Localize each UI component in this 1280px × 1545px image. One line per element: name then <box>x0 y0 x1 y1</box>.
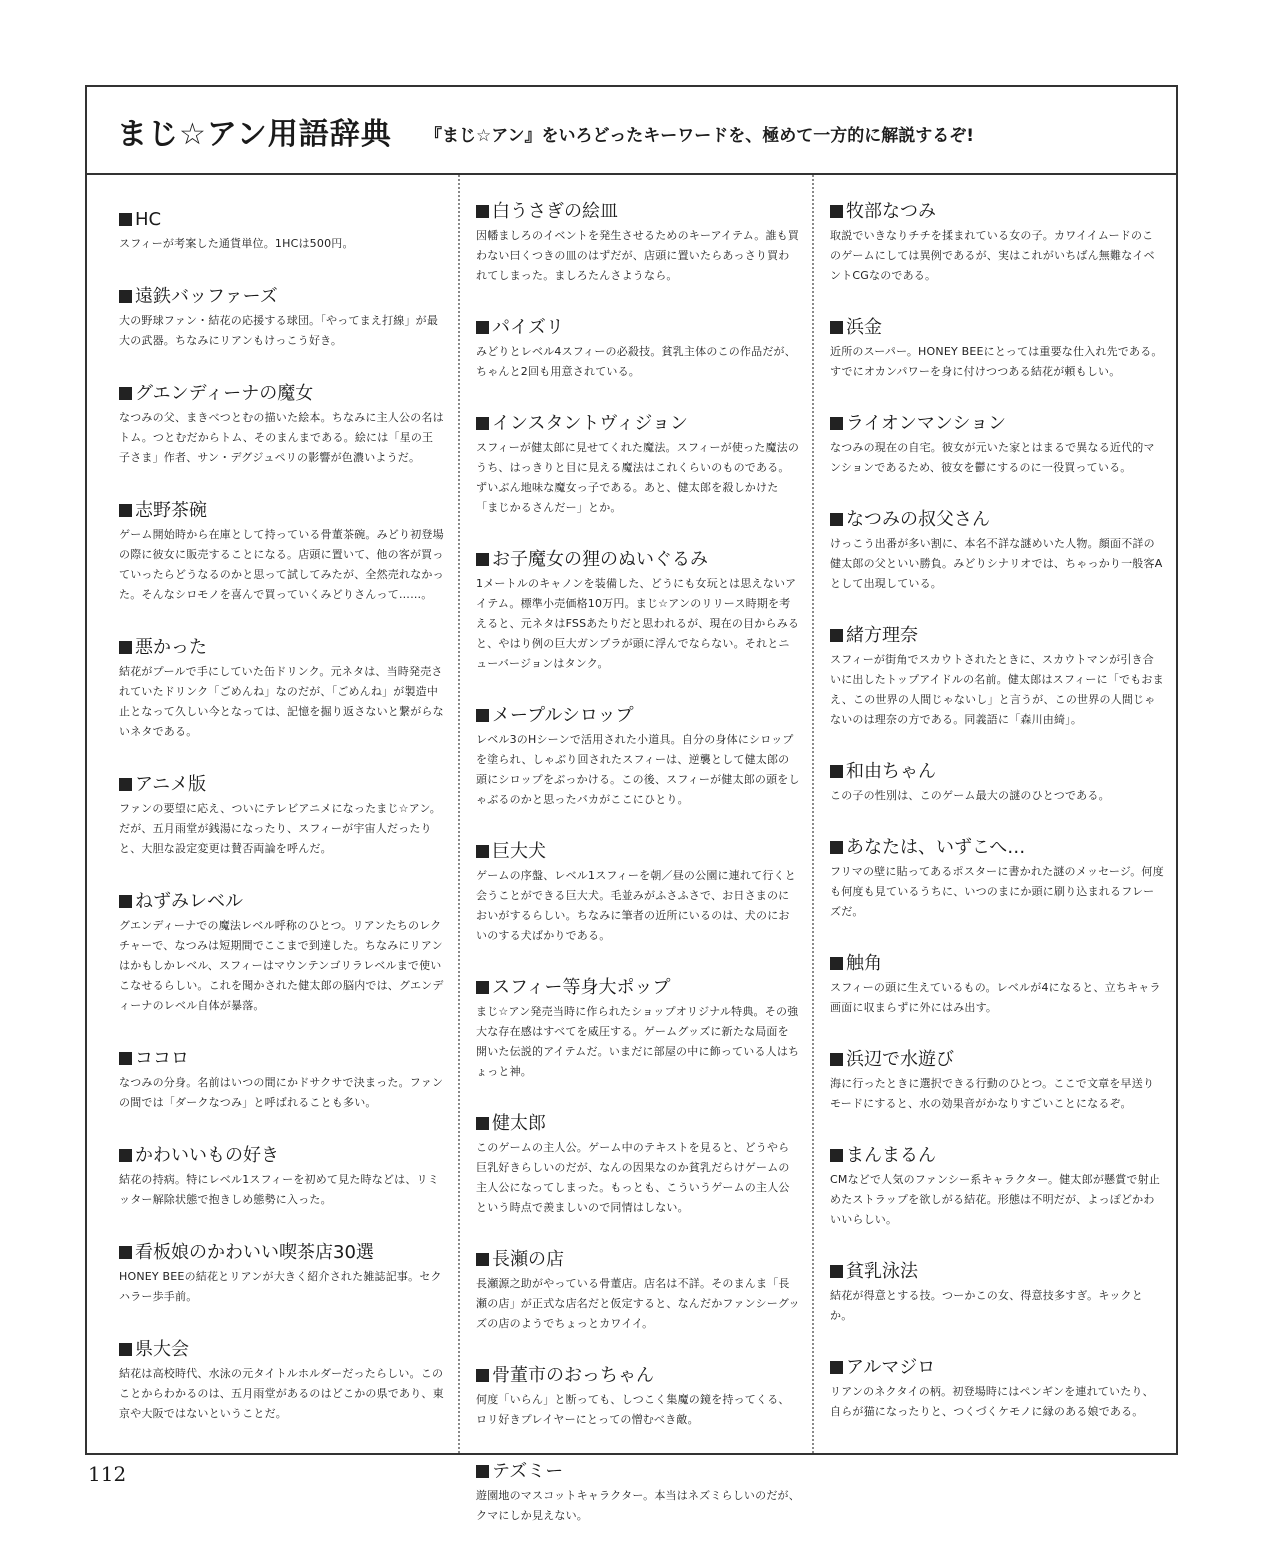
glossary-description: 結花は高校時代、水泳の元タイトルホルダーだったらしい。このことからわかるのは、五月雨堂があるのはどこかの県であり、東京や大阪ではないということだ。 <box>119 1367 444 1420</box>
square-bullet-icon <box>830 417 843 430</box>
glossary-term <box>830 953 1164 975</box>
glossary-term <box>476 317 800 339</box>
square-bullet-icon <box>476 1369 489 1382</box>
glossary-entry <box>830 1049 1164 1114</box>
glossary-entry <box>476 549 800 674</box>
glossary-description: この子の性別は、このゲーム最大の謎のひとつである。 <box>830 789 1110 802</box>
square-bullet-icon <box>476 1253 489 1266</box>
glossary-term-text: 悪かった <box>135 637 207 658</box>
glossary-description: スフィーが考案した通貨単位。1HCは500円。 <box>119 237 354 250</box>
square-bullet-icon <box>119 290 132 303</box>
glossary-term-text: 白うさぎの絵皿 <box>492 201 618 222</box>
glossary-entry <box>119 637 444 742</box>
square-bullet-icon <box>830 841 843 854</box>
glossary-term-text: ライオンマンション <box>846 413 1007 434</box>
glossary-term <box>830 509 1164 531</box>
square-bullet-icon <box>476 1465 489 1478</box>
glossary-term-text: インスタントヴィジョン <box>492 413 689 434</box>
glossary-description: 海に行ったときに選択できる行動のひとつ。ここで文章を早送りモードにすると、水の効果音がかなりすごいことになるぞ。 <box>830 1077 1155 1110</box>
glossary-term-text: アニメ版 <box>135 774 207 795</box>
glossary-entry <box>830 413 1164 478</box>
square-bullet-icon <box>119 1343 132 1356</box>
glossary-entry <box>119 209 444 254</box>
glossary-term <box>476 1461 800 1483</box>
glossary-entry <box>119 891 444 1016</box>
glossary-term <box>830 1145 1164 1167</box>
glossary-description: 何度「いらん」と断っても、しつこく集魔の鏡を持ってくる、ロリ好きプレイヤーにとっての憎むべき敵。 <box>476 1393 790 1426</box>
glossary-term <box>119 774 444 796</box>
glossary-entry <box>119 774 444 859</box>
glossary-term-text: 緒方理奈 <box>846 625 918 646</box>
glossary-entry <box>830 201 1164 286</box>
square-bullet-icon <box>119 504 132 517</box>
square-bullet-icon <box>830 765 843 778</box>
glossary-entry <box>830 1145 1164 1230</box>
glossary-term <box>476 1113 800 1135</box>
glossary-term <box>830 201 1164 223</box>
glossary-description: 1メートルのキャノンを装備した、どうにも女玩とは思えないアイテム。標準小売価格10万円。まじ☆アンのリリース時期を考えると、元ネタはFSSあたりだと思われるが、現在の目からみると、やはり例の巨大ガンプラが頭に浮んでならない。それとニューバージョンはタンク。 <box>476 577 800 670</box>
glossary-term <box>119 286 444 308</box>
glossary-description: 結花の持病。特にレベル1スフィーを初めて見た時などは、リミッター解除状態で抱きしめ態勢に入った。 <box>119 1173 439 1206</box>
glossary-term-text: 長瀬の店 <box>492 1249 564 1270</box>
glossary-term-text: 貧乳泳法 <box>846 1261 918 1282</box>
glossary-entry <box>476 705 800 810</box>
glossary-term <box>119 1242 444 1264</box>
square-bullet-icon <box>830 629 843 642</box>
glossary-term-text: 県大会 <box>135 1339 189 1360</box>
square-bullet-icon <box>119 1052 132 1065</box>
glossary-entry <box>830 953 1164 1018</box>
square-bullet-icon <box>119 213 132 226</box>
glossary-entry <box>830 761 1164 806</box>
page-title: まじ☆アン用語辞典 <box>117 117 392 152</box>
glossary-description: レベル3のHシーンで活用された小道具。自分の身体にシロップを塗られ、しゃぶり回されたスフィーは、逆襲として健太郎の頭にシロップをぶっかける。この後、スフィーが健太郎の頭をしゃぶるのかと思ったバカがここにひとり。 <box>476 733 800 806</box>
glossary-column-3 <box>812 175 1176 1453</box>
glossary-description: ゲーム開始時から在庫として持っている骨董茶碗。みどり初登場の際に彼女に販売することになる。店頭に置いて、他の客が買っていったらどうなるのかと思って試してみたが、全然売れなかった。そんなシロモノを喜んで買っていくみどりさんって……。 <box>119 528 444 601</box>
glossary-description: ゲームの序盤、レベル1スフィーを朝／昼の公園に連れて行くと会うことができる巨大犬。毛並みがふさふさで、お日さまのにおいがするらしい。ちなみに筆者の近所にいるのは、犬のにおいのする犬ばかりである。 <box>476 869 796 942</box>
glossary-term-text: 健太郎 <box>492 1113 546 1134</box>
glossary-term <box>830 317 1164 339</box>
glossary-entry <box>830 1357 1164 1422</box>
glossary-entry <box>119 1339 444 1424</box>
glossary-term <box>119 637 444 659</box>
square-bullet-icon <box>830 321 843 334</box>
glossary-term-text: 志野茶碗 <box>135 500 207 521</box>
glossary-entry <box>476 317 800 382</box>
glossary-term <box>476 977 800 999</box>
glossary-term-text: 触角 <box>846 953 882 974</box>
square-bullet-icon <box>476 709 489 722</box>
glossary-entry <box>476 1113 800 1218</box>
square-bullet-icon <box>476 981 489 994</box>
glossary-header <box>87 87 1176 175</box>
glossary-term <box>119 891 444 913</box>
square-bullet-icon <box>119 1149 132 1162</box>
glossary-column-1 <box>87 175 458 1453</box>
glossary-entry <box>476 1249 800 1334</box>
page-number: 112 <box>88 1462 127 1486</box>
glossary-description: フリマの壁に貼ってあるポスターに書かれた謎のメッセージ。何度も何度も見ているうちに、いつのまにか頭に刷り込まれるフレーズだ。 <box>830 865 1164 918</box>
square-bullet-icon <box>830 513 843 526</box>
glossary-entry <box>476 1461 800 1526</box>
glossary-term-text: スフィー等身大ポップ <box>492 977 671 998</box>
glossary-term-text: ココロ <box>135 1048 189 1069</box>
glossary-term <box>119 383 444 405</box>
glossary-term-text: 和由ちゃん <box>846 761 936 782</box>
square-bullet-icon <box>476 1117 489 1130</box>
glossary-term-text: テズミー <box>492 1461 564 1482</box>
glossary-term-text: メープルシロップ <box>492 705 634 726</box>
square-bullet-icon <box>476 845 489 858</box>
glossary-description: 遊園地のマスコットキャラクター。本当はネズミらしいのだが、クマにしか見えない。 <box>476 1489 800 1522</box>
glossary-term-text: 浜辺で水遊び <box>846 1049 954 1070</box>
glossary-term <box>830 625 1164 647</box>
glossary-description: けっこう出番が多い割に、本名不詳な謎めいた人物。顔面不詳の健太郎の父といい勝負。みどりシナリオでは、ちゃっかり一般客Aとして出現している。 <box>830 537 1163 590</box>
glossary-term <box>476 549 800 571</box>
glossary-description: HONEY BEEの結花とリアンが大きく紹介された雑誌記事。セクハラー歩手前。 <box>119 1270 442 1303</box>
glossary-term <box>476 413 800 435</box>
square-bullet-icon <box>119 387 132 400</box>
glossary-term-text: かわいいもの好き <box>135 1145 279 1166</box>
glossary-description: なつみの現在の自宅。彼女が元いた家とはまるで異なる近代的マンションであるため、彼女を鬱にするのに一役買っている。 <box>830 441 1155 474</box>
glossary-description: 結花がプールで手にしていた缶ドリンク。元ネタは、当時発売されていたドリンク「ごめんね」なのだが、「ごめんね」が製造中止となって久しい今となっては、記憶を掘り返さないと繋がらないネタである。 <box>119 665 444 738</box>
square-bullet-icon <box>119 641 132 654</box>
glossary-column-2 <box>458 175 812 1522</box>
square-bullet-icon <box>476 321 489 334</box>
glossary-entry <box>476 977 800 1082</box>
glossary-term-text: 牧部なつみ <box>846 201 936 222</box>
square-bullet-icon <box>119 895 132 908</box>
glossary-term-text: パイズリ <box>492 317 564 338</box>
glossary-entry <box>830 1261 1164 1326</box>
square-bullet-icon <box>830 205 843 218</box>
glossary-description: グエンディーナでの魔法レベル呼称のひとつ。リアンたちのレクチャーで、なつみは短期間でここまで到達した。ちなみにリアンはかもしかレベル、スフィーはマウンテンゴリラレベルまで使いこなせるらしい。これを聞かされた健太郎の脳内では、グエンディーナのレベル自体が暴落。 <box>119 919 444 1012</box>
glossary-term-text: 浜金 <box>846 317 882 338</box>
glossary-entry <box>119 1145 444 1210</box>
glossary-term-text: なつみの叔父さん <box>846 509 990 530</box>
glossary-description: 取説でいきなりチチを揉まれている女の子。カワイイムードのこのゲームにしては異例であるが、実はこれがいちばん無難なイベントCGなのである。 <box>830 229 1155 282</box>
glossary-term <box>476 201 800 223</box>
glossary-term <box>119 1048 444 1070</box>
glossary-term <box>830 761 1164 783</box>
glossary-entry <box>119 1242 444 1307</box>
glossary-entry <box>830 837 1164 922</box>
square-bullet-icon <box>476 417 489 430</box>
glossary-description: まじ☆アン発売当時に作られたショップオリジナル特典。その強大な存在感はすべてを威圧する。ゲームグッズに新たな局面を開いた伝説的アイテムだ。いまだに部屋の中に飾っている人はちょっと神。 <box>476 1005 800 1078</box>
square-bullet-icon <box>830 1361 843 1374</box>
glossary-description: スフィーが健太郎に見せてくれた魔法。スフィーが使った魔法のうち、はっきりと目に見える魔法はこれくらいのものである。ずいぶん地味な魔女っ子である。あと、健太郎を殺しかけた「まじかるさんだー」とか。 <box>476 441 800 514</box>
glossary-term <box>830 1261 1164 1283</box>
square-bullet-icon <box>830 1149 843 1162</box>
glossary-entry <box>830 317 1164 382</box>
glossary-description: CMなどで人気のファンシー系キャラクター。健太郎が懸賞で射止めたストラップを欲しがる結花。形態は不明だが、よっぽどかわいいらしい。 <box>830 1173 1161 1226</box>
glossary-entry <box>119 286 444 351</box>
square-bullet-icon <box>830 957 843 970</box>
square-bullet-icon <box>830 1265 843 1278</box>
glossary-description: なつみの父、まきべつとむの描いた絵本。ちなみに主人公の名はトム。つとむだからトム、そのまんまである。絵には「星の王子さま」作者、サン・デグジュペリの影響が色濃いようだ。 <box>119 411 444 464</box>
glossary-term <box>119 500 444 522</box>
glossary-description: なつみの分身。名前はいつの間にかドサクサで決まった。ファンの間では「ダークなつみ」と呼ばれることも多い。 <box>119 1076 444 1109</box>
glossary-description: みどりとレベル4スフィーの必殺技。貧乳主体のこの作品だが、ちゃんと2回も用意されている。 <box>476 345 796 378</box>
glossary-description: 結花が得意とする技。つーかこの女、得意技多すぎ。キックとか。 <box>830 1289 1143 1322</box>
glossary-entry <box>830 509 1164 594</box>
glossary-term-text: あなたは、いずこへ… <box>846 837 1026 858</box>
glossary-term-text: 看板娘のかわいい喫茶店30選 <box>135 1242 374 1263</box>
glossary-description: リアンのネクタイの柄。初登場時にはペンギンを連れていたり、自らが猫になったりと、つくづくケモノに縁のある娘である。 <box>830 1385 1154 1418</box>
square-bullet-icon <box>830 1053 843 1066</box>
glossary-description: 近所のスーパー。HONEY BEEにとっては重要な仕入れ先である。すでにオカンパワーを身に付けつつある結花が頼もしい。 <box>830 345 1163 378</box>
glossary-term <box>476 841 800 863</box>
glossary-description: このゲームの主人公。ゲーム中のテキストを見ると、どうやら巨乳好きらしいのだが、なんの因果なのか貧乳だらけゲームの主人公になってしまった。もっとも、こういうゲームの主人公という時点で羨ましいので同情はしない。 <box>476 1141 790 1214</box>
glossary-description: スフィーの頭に生えているもの。レベルが4になると、立ちキャラ画面に収まらずに外にはみ出す。 <box>830 981 1161 1014</box>
glossary-description: スフィーが街角でスカウトされたときに、スカウトマンが引き合いに出したトップアイドルの名前。健太郎はスフィーに「でもおまえ、この世界の人間じゃないし」と言うが、この世界の人間じゃないのは理奈の方である。同義語に「森川由綺」。 <box>830 653 1164 726</box>
glossary-description: 大の野球ファン・結花の応援する球団。「やってまえ打線」が最大の武器。ちなみにリアンもけっこう好き。 <box>119 314 439 347</box>
glossary-entry <box>830 625 1164 730</box>
glossary-term-text: お子魔女の狸のぬいぐるみ <box>492 549 708 570</box>
glossary-term-text: 遠鉄バッファーズ <box>135 286 278 307</box>
glossary-term-text: グエンディーナの魔女 <box>135 383 314 404</box>
glossary-term-text: アルマジロ <box>846 1357 936 1378</box>
square-bullet-icon <box>476 205 489 218</box>
glossary-entry <box>119 500 444 605</box>
glossary-entry <box>119 1048 444 1113</box>
glossary-term <box>119 1339 444 1361</box>
glossary-entry <box>476 841 800 946</box>
glossary-entry <box>476 201 800 286</box>
square-bullet-icon <box>476 553 489 566</box>
glossary-term <box>476 1365 800 1387</box>
square-bullet-icon <box>119 1246 132 1259</box>
glossary-term-text: まんまるん <box>846 1145 936 1166</box>
glossary-entry <box>119 383 444 468</box>
glossary-description: ファンの要望に応え、ついにテレビアニメになったまじ☆アン。だが、五月雨堂が銭湯になったり、スフィーが宇宙人だったりと、大胆な設定変更は賛否両論を呼んだ。 <box>119 802 442 855</box>
glossary-term <box>830 1049 1164 1071</box>
glossary-term <box>830 1357 1164 1379</box>
glossary-term-text: HC <box>135 209 162 230</box>
page-subtitle: 『まじ☆アン』をいろどったキーワードを、極めて一方的に解説するぞ! <box>425 126 974 146</box>
glossary-term <box>830 413 1164 435</box>
glossary-description: 因幡ましろのイベントを発生させるためのキーアイテム。誰も買わない曰くつきの皿のはずだが、店頭に置いたらあっさり買われてしまった。ましろたんさようなら。 <box>476 229 800 282</box>
glossary-term <box>119 209 444 231</box>
glossary-term <box>830 837 1164 859</box>
glossary-term-text: 巨大犬 <box>492 841 546 862</box>
glossary-term <box>119 1145 444 1167</box>
glossary-description: 長瀬源之助がやっている骨董店。店名は不詳。そのまんま「長瀬の店」が正式な店名だと仮定すると、なんだかファンシーグッズの店のようでちょっとカワイイ。 <box>476 1277 800 1330</box>
glossary-entry <box>476 413 800 518</box>
glossary-term-text: ねずみレベル <box>135 891 243 912</box>
glossary-term-text: 骨董市のおっちゃん <box>492 1365 654 1386</box>
square-bullet-icon <box>119 778 132 791</box>
glossary-term <box>476 1249 800 1271</box>
glossary-term <box>476 705 800 727</box>
glossary-entry <box>476 1365 800 1430</box>
